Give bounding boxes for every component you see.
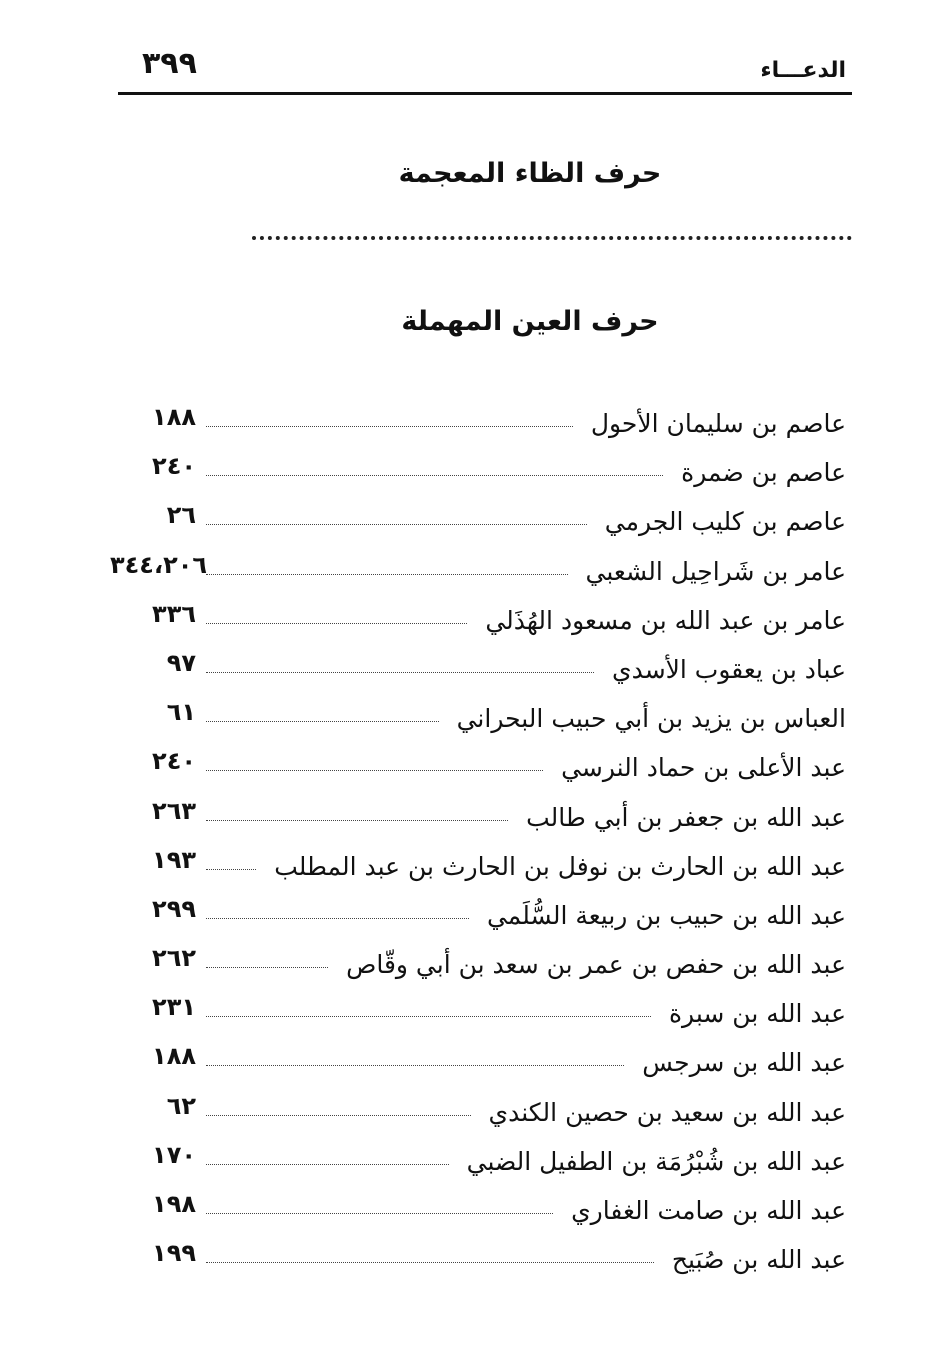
page-number: ٣٩٩ — [142, 46, 197, 81]
index-entry — [110, 797, 852, 846]
entry-name: عبد الله بن حبيب بن ربيعة السُّلَمي — [486, 900, 846, 930]
entry-name: عاصم بن سليمان الأحول — [590, 409, 846, 438]
entry-name: عامر بن شَراحِيل الشعبي — [585, 556, 846, 586]
entry-name: عبد الله بن سبرة — [668, 999, 846, 1029]
entry-page-number: ١٩٩ — [152, 1239, 196, 1268]
index-entry — [110, 403, 852, 452]
entry-name: عبد الله بن صامت الغفاري — [571, 1196, 846, 1225]
entry-dot-leader — [206, 672, 594, 673]
entry-dot-leader — [206, 574, 568, 575]
index-entry — [110, 1092, 852, 1141]
index-entry — [110, 944, 852, 993]
entry-page-number: ١٨٨ — [152, 1042, 196, 1071]
entry-page-number: ٦١ — [166, 698, 196, 727]
index-entry — [110, 1141, 852, 1190]
entry-dot-leader — [206, 524, 587, 525]
entry-name: عبد الله بن جعفر بن أبي طالب — [526, 802, 846, 832]
entry-name: عبد الله بن سعيد بن حصين الكندي — [488, 1097, 846, 1127]
index-entry — [110, 1042, 852, 1091]
index-entry — [110, 551, 852, 600]
index-entry — [110, 600, 852, 649]
entry-dot-leader — [206, 1065, 624, 1066]
entry-dot-leader — [206, 721, 439, 722]
entry-name: عبد الله بن صُبَيح — [671, 1245, 846, 1275]
entry-page-number: ١٧٠ — [152, 1140, 196, 1169]
entry-name: عبد الله بن سرجس — [642, 1048, 846, 1078]
entry-page-number: ٢٦٣ — [152, 796, 196, 825]
entry-page-number: ٢٦٢ — [152, 944, 196, 973]
index-entry — [110, 846, 852, 895]
entry-dot-leader — [206, 967, 328, 968]
entry-name: عبد الله بن شُبْرُمَة بن الطفيل الضبي — [466, 1146, 846, 1176]
entry-page-number: ٣٤٤،٢٠٦ — [110, 550, 208, 579]
entry-name: عبد الله بن حفص بن عمر بن سعد بن أبي وقّاص — [346, 950, 846, 980]
entry-name: عاصم بن ضمرة — [681, 458, 846, 488]
entry-page-number: ٣٣٦ — [152, 599, 196, 628]
entry-name: عامر بن عبد الله بن مسعود الهُذَلي — [485, 605, 846, 635]
entry-dot-leader — [206, 623, 467, 624]
index-entry — [110, 747, 852, 796]
section-heading-ain: حرف العين المهملة — [401, 306, 659, 337]
entry-page-number: ٢٩٩ — [152, 894, 196, 923]
running-header — [118, 40, 852, 95]
index-entries-list — [110, 403, 852, 1288]
entry-dot-leader — [206, 1115, 471, 1116]
running-title: الدعـــاء — [760, 58, 846, 83]
index-entry — [110, 1190, 852, 1239]
entry-name: عبد الأعلى بن حماد النرسي — [561, 753, 846, 783]
entry-name: عاصم بن كليب الجرمي — [604, 507, 846, 537]
entry-dot-leader — [206, 1213, 553, 1214]
entry-name: عبد الله بن الحارث بن نوفل بن الحارث بن عبد المطلب — [274, 851, 846, 881]
entry-dot-leader — [206, 869, 256, 870]
entry-dot-leader — [206, 918, 469, 919]
index-entry — [110, 501, 852, 550]
entry-page-number: ١٩٣ — [152, 845, 196, 874]
index-entry — [110, 452, 852, 501]
entry-page-number: ٢٦ — [166, 501, 196, 530]
index-entry — [110, 698, 852, 747]
entry-dot-leader — [206, 475, 663, 476]
entry-page-number: ٢٤٠ — [152, 747, 196, 776]
entry-page-number: ٢٤٠ — [152, 452, 196, 481]
entry-page-number: ٢٣١ — [152, 993, 196, 1022]
section-separator — [252, 236, 852, 240]
entry-dot-leader — [206, 426, 573, 427]
index-entry — [110, 649, 852, 698]
entry-name: العباس بن يزيد بن أبي حبيب البحراني — [456, 704, 846, 734]
index-entry — [110, 895, 852, 944]
entry-dot-leader — [206, 1262, 654, 1263]
entry-page-number: ١٩٨ — [152, 1190, 196, 1218]
entry-dot-leader — [206, 820, 508, 821]
index-entry — [110, 993, 852, 1042]
entry-page-number: ٦٢ — [166, 1091, 196, 1120]
entry-page-number: ٩٧ — [166, 648, 196, 677]
entry-dot-leader — [206, 1016, 651, 1017]
entry-dot-leader — [206, 770, 543, 771]
entry-page-number: ١٨٨ — [152, 403, 196, 431]
entry-dot-leader — [206, 1164, 449, 1165]
section-heading-zaa: حرف الظاء المعجمة — [398, 158, 662, 189]
entry-name: عباد بن يعقوب الأسدي — [612, 654, 846, 684]
index-entry — [110, 1239, 852, 1288]
